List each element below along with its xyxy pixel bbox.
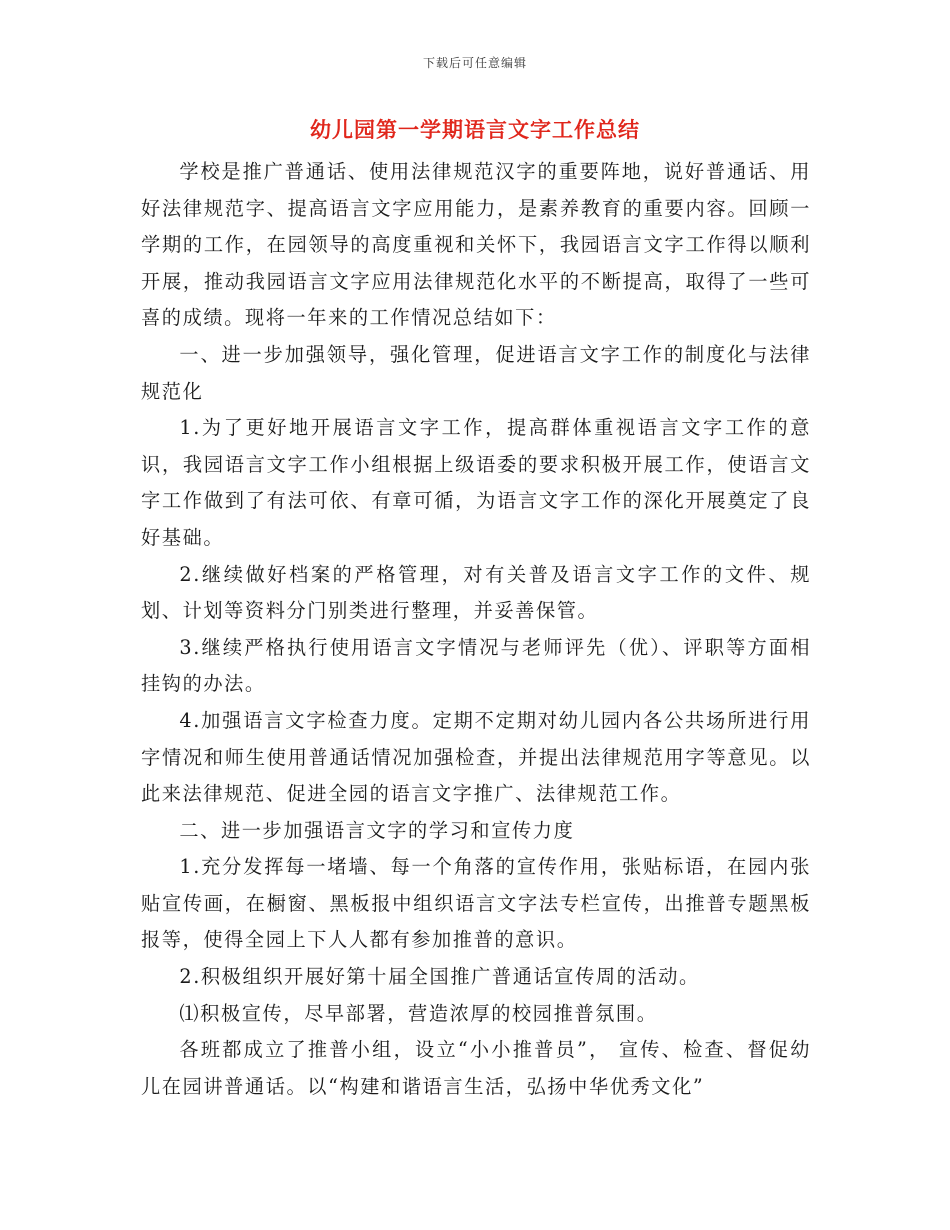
document-body	[141, 154, 811, 1105]
paragraph-2-2-detail: 各班都成立了推普小组，设立“小小推普员”， 宣传、检查、督促幼儿在园讲普通话。以“构建和谐语言生活，弘扬中华优秀文化”	[141, 1038, 811, 1098]
paragraph-1-3: 3.继续严格执行使用语言文字情况与老师评先（优）、评职等方面相挂钩的办法。	[141, 635, 811, 696]
section-heading-1: 一、进一步加强领导，强化管理，促进语言文字工作的制度化与法律规范化	[141, 342, 811, 403]
paragraph-intro: 学校是推广普通话、使用法律规范汉字的重要阵地，说好普通话、用好法律规范字、提高语言文字应用能力，是素养教育的重要内容。回顾一学期的工作，在园领导的高度重视和关怀下，我园语言文字工作得以顺利开展，推动我园语言文字应用法律规范化水平的不断提高，取得了一些可喜的成绩。现将一年来的工作情况总结如下：	[141, 160, 811, 330]
paragraph-1-2: 2.继续做好档案的严格管理，对有关普及语言文字工作的文件、规划、计划等资料分门别类进行整理，并妥善保管。	[141, 562, 811, 623]
page-header-note: 下载后可任意编辑	[422, 56, 527, 70]
paragraph-1-1: 1.为了更好地开展语言文字工作，提高群体重视语言文字工作的意识，我园语言文字工作小组根据上级语委的要求积极开展工作，使语言文字工作做到了有法可依、有章可循，为语言文字工作的深化开展奠定了良好基础。	[141, 416, 811, 549]
section-heading-2: 二、进一步加强语言文字的学习和宣传力度	[179, 818, 575, 842]
paragraph-1-4: 4.加强语言文字检查力度。定期不定期对幼儿园内各公共场所进行用字情况和师生使用普通话情况加强检查，并提出法律规范用字等意见。以此来法律规范、促进全园的语言文字推广、法律规范工作。	[141, 708, 811, 806]
paragraph-2-2-1: ⑴积极宣传，尽早部署，营造浓厚的校园推普氛围。	[179, 1001, 658, 1025]
document-title: 幼儿园第一学期语言文字工作总结	[310, 117, 640, 142]
paragraph-2-1: 1.充分发挥每一堵墙、每一个角落的宣传作用，张贴标语，在园内张贴宣传画，在橱窗、黑板报中组织语言文字法专栏宣传，出推普专题黑板报等，使得全园上下人人都有参加推普的意识。	[141, 855, 811, 952]
paragraph-2-2: 2.积极组织开展好第十届全国推广普通话宣传周的活动。	[179, 965, 700, 989]
